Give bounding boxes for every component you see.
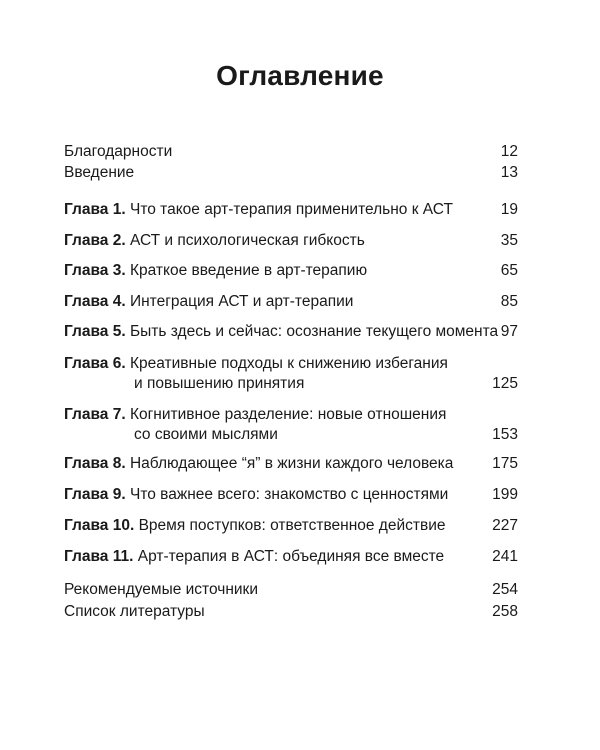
toc-entry-page: 241 (492, 548, 518, 565)
chapter-label: Глава 2. (64, 232, 126, 249)
toc-entry-page: 227 (492, 517, 518, 534)
chapter-title-continued: со своими мыслями (134, 426, 278, 443)
toc-entry-title: Введение (64, 164, 135, 181)
toc-entry-page: 12 (500, 143, 518, 160)
chapter-label: Глава 4. (64, 293, 126, 310)
toc-entry-page: 97 (500, 323, 518, 340)
chapter-title: Время поступков: ответственное действие (138, 517, 446, 534)
chapter-title: Быть здесь и сейчас: осознание текущего момента (129, 323, 499, 340)
chapter-label: Глава 5. (64, 323, 126, 340)
toc-entry-title: Рекомендуемые источники (64, 581, 258, 598)
page-title: Оглавление (216, 60, 384, 91)
toc-entry-page: 258 (492, 603, 518, 620)
chapter-label: Глава 1. (64, 201, 126, 218)
chapter-label: Глава 6. (64, 355, 126, 372)
chapter-title: Наблюдающее “я” в жизни каждого человека (129, 455, 454, 472)
chapter-label: Глава 3. (64, 262, 126, 279)
chapter-title: Интеграция АСТ и арт-терапии (129, 293, 354, 310)
chapter-title: Когнитивное разделение: новые отношения (129, 406, 447, 423)
toc-entry-page: 65 (500, 262, 518, 279)
toc-entry-title: Благодарности (64, 143, 173, 160)
toc-entry-page: 85 (500, 293, 518, 310)
chapter-title: Креативные подходы к снижению избегания (129, 355, 448, 372)
chapter-title: Что такое арт-терапия применительно к АСТ (129, 201, 453, 218)
chapter-title: Краткое введение в арт-терапию (129, 262, 368, 279)
toc-entry-page: 153 (492, 426, 518, 443)
toc-entry-title: Список литературы (64, 603, 205, 620)
chapter-label: Глава 8. (64, 455, 126, 472)
chapter-label: Глава 10. (64, 517, 135, 534)
chapter-label: Глава 11. (64, 548, 134, 565)
chapter-title-continued: и повышению принятия (134, 375, 305, 392)
chapter-title: Арт-терапия в АСТ: объединяя все вместе (137, 548, 445, 565)
chapter-label: Глава 7. (64, 406, 126, 423)
chapter-title: АСТ и психологическая гибкость (129, 232, 365, 249)
toc-entry-page: 19 (500, 201, 518, 218)
chapter-label: Глава 9. (64, 486, 126, 503)
toc-entry-page: 254 (492, 581, 518, 598)
toc-entry-page: 13 (500, 164, 518, 181)
toc-entry-page: 199 (492, 486, 518, 503)
toc-entry-page: 35 (500, 232, 518, 249)
toc-entry-page: 175 (492, 455, 518, 472)
chapter-title: Что важнее всего: знакомство с ценностями (129, 486, 449, 503)
toc-entry-page: 125 (492, 375, 518, 392)
